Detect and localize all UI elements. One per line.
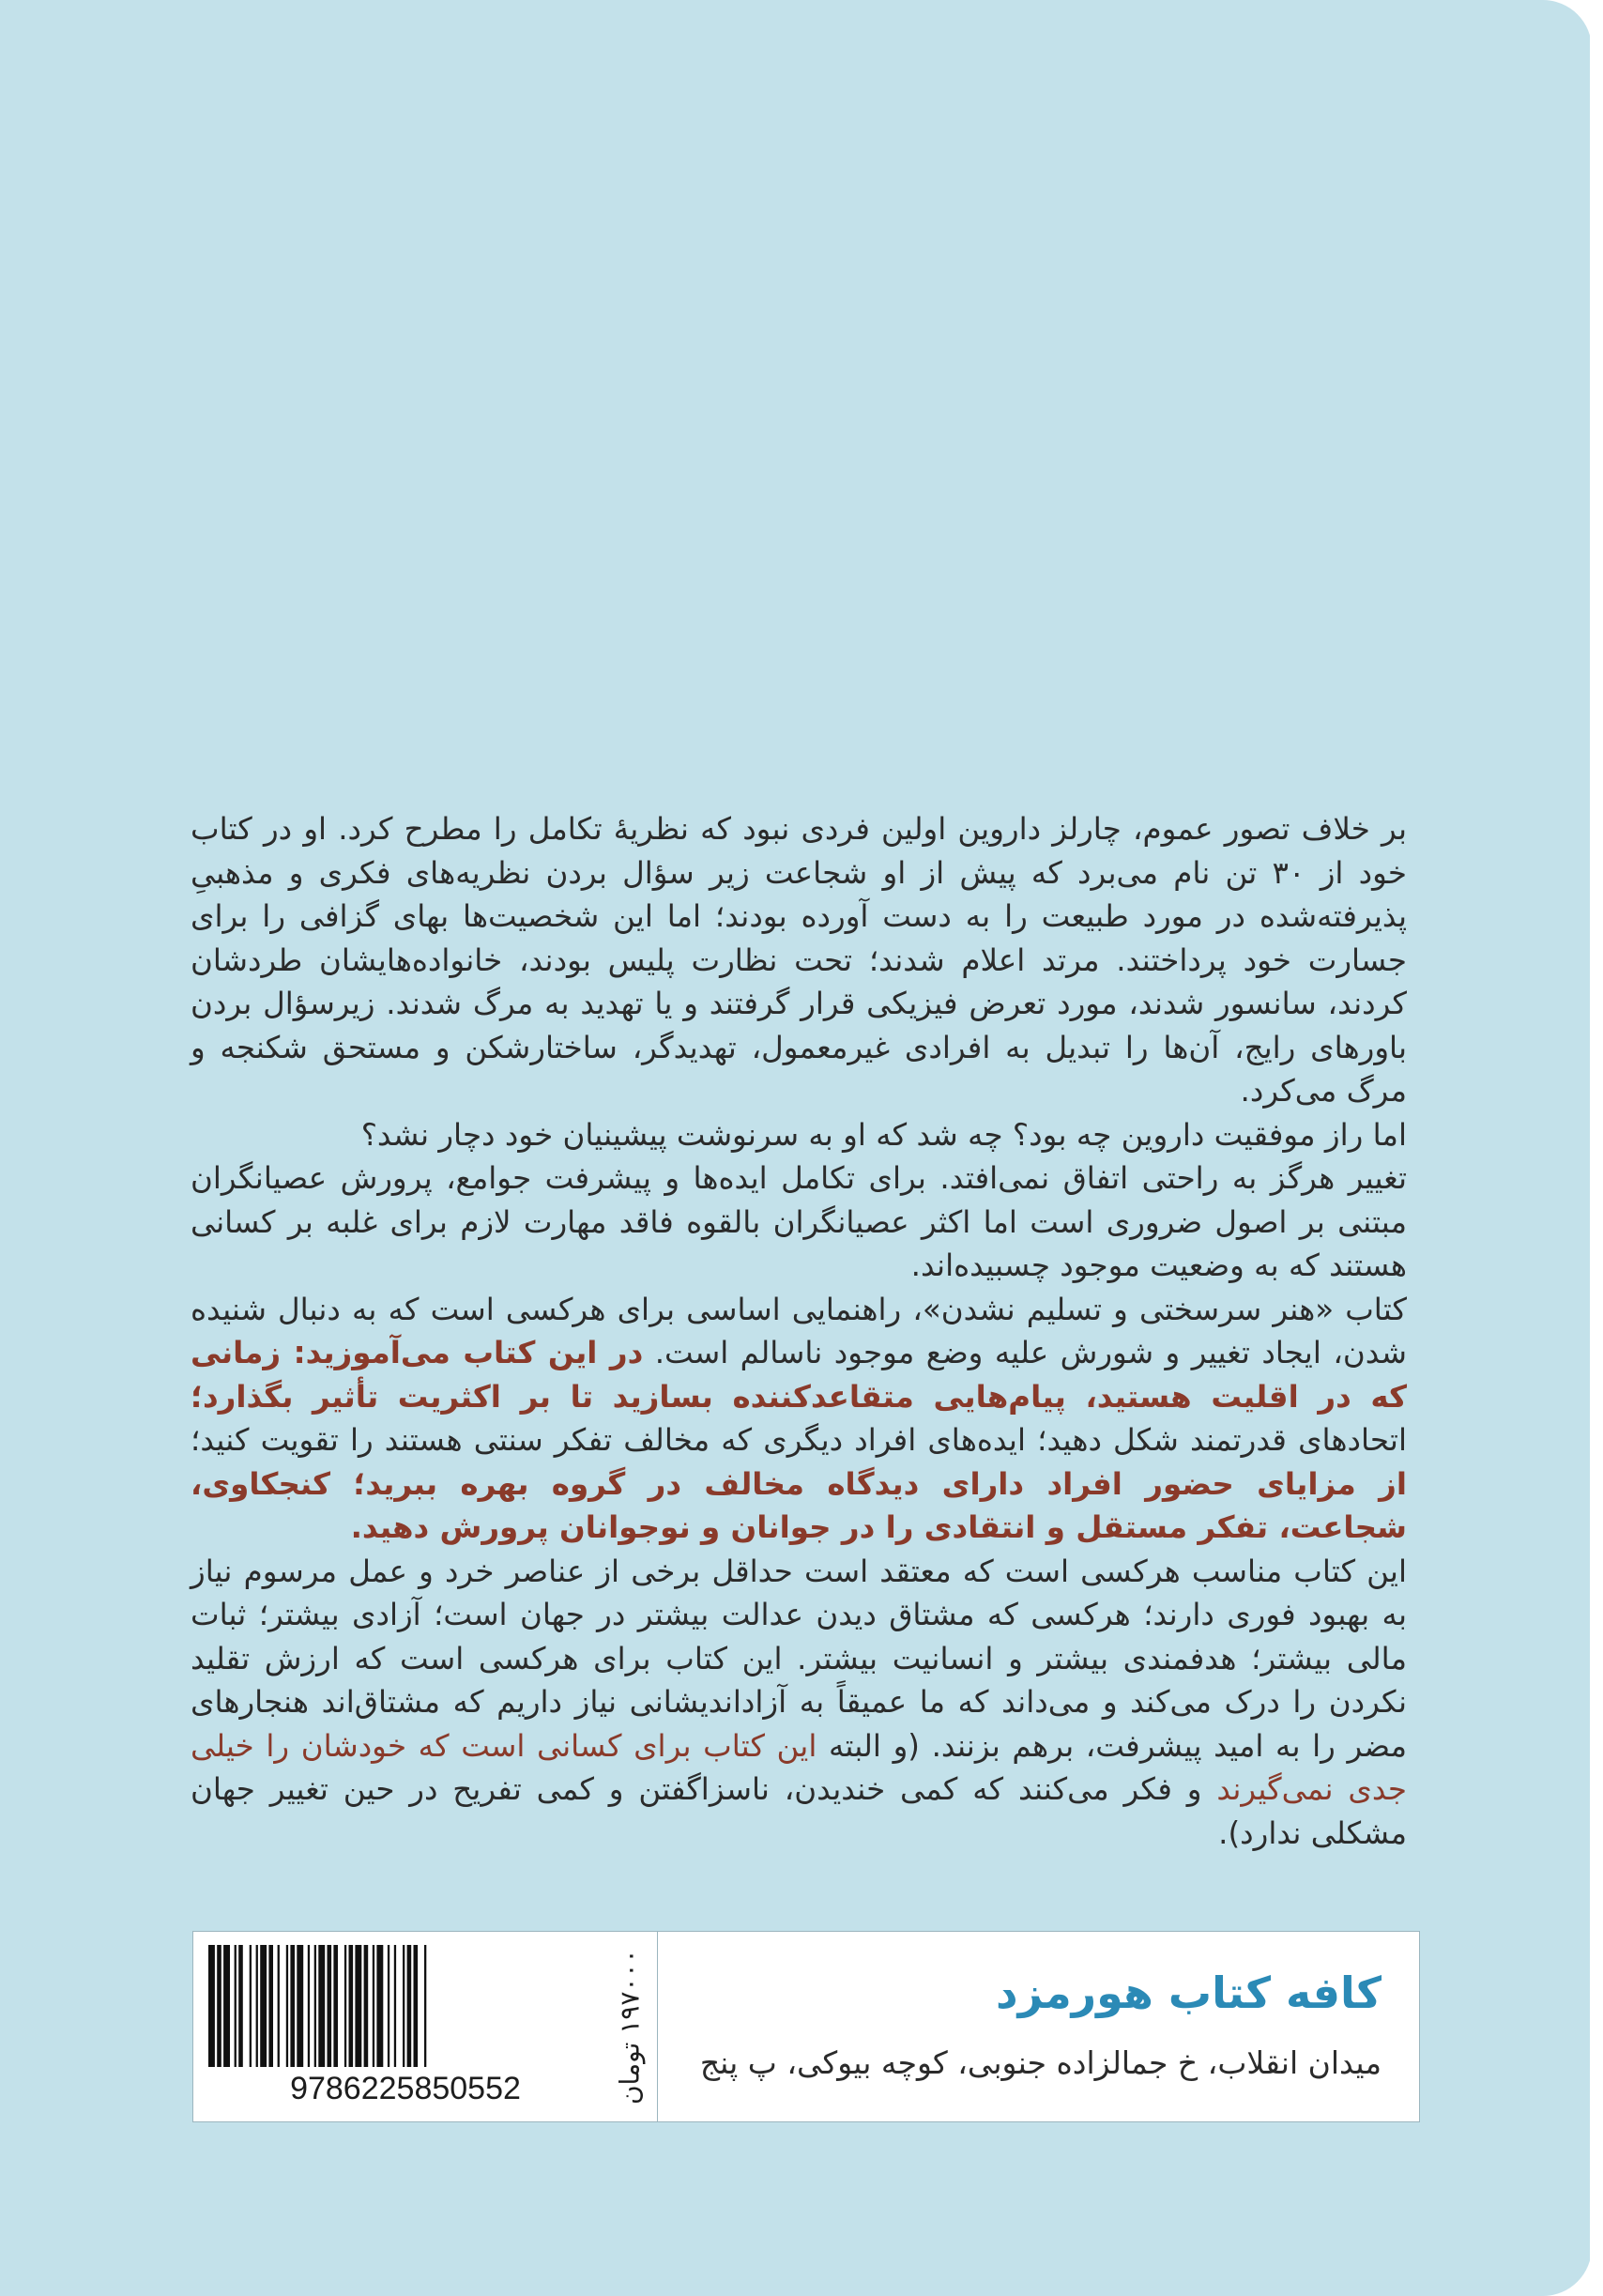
- store-label: [192, 1931, 1420, 2122]
- blurb-p4-highlight-2: از مزایای حضور افراد دارای دیدگاه مخالف در گروه بهره ببرید؛ کنجکاوی، شجاعت، تفکر مستقل و انتقادی را در جوانان و نوجوانان پرورش دهید.: [191, 1465, 1407, 1545]
- blurb-text: [191, 807, 1407, 1855]
- page-edge: [1590, 19, 1603, 2272]
- blurb-p5-end: و فکر می‌کنند که کمی خندیدن، ناسزاگفتن و کمی تفریح در حین تغییر جهان مشکلی ندارد).: [191, 1771, 1407, 1851]
- blurb-p4-intro: کتاب «هنر سرسختی و تسلیم نشدن»، راهنمایی اساسی برای هرکسی است که به دنبال شنیده شدن، ایجاد تغییر و شورش علیه وضع موجود ناسالم است.: [191, 1291, 1407, 1370]
- price-label: ۱۹۷۰۰۰ تومان: [614, 1949, 646, 2105]
- blurb-p5-intro: این کتاب مناسب هرکسی است که معتقد است حداقل برخی از عناصر خرد و عمل مرسوم نیاز به بهبود فوری دارند؛ هرکسی که مشتاق دیدن عدالت بیشتر در جهان است؛ آزادی بیشتر؛ ثبات مالی بیشتر؛ هدفمندی بیشتر و انسانیت بیشتر. این کتاب برای هرکسی است که ارزش تقلید نکردن را درک می‌کند و می‌داند که ما عمیقاً به آزاداندیشانی نیاز داریم که مشتاق‌اند هنجارهای مضر را به امید پیشرفت، برهم بزنند. (و البته: [191, 1553, 1407, 1764]
- blurb-paragraph-4: [191, 1288, 1407, 1550]
- store-address: میدان انقلاب، خ جمالزاده جنوبی، کوچه بیوکی، پ پنج: [699, 2044, 1382, 2081]
- blurb-paragraph-3: تغییر هرگز به راحتی اتفاق نمی‌افتد. برای تکامل ایده‌ها و پیشرفت جوامع، پرورش عصیانگران مبتنی بر اصول ضروری است اما اکثر عصیانگران بالقوه فاقد مهارت لازم برای غلبه بر کسانی هستند که به وضعیت موجود چسبیده‌اند.: [191, 1160, 1407, 1283]
- blurb-p5-highlight: این کتاب برای کسانی است که خودشان را خیلی جدی نمی‌گیرند: [191, 1727, 1407, 1807]
- blurb-paragraph-1: بر خلاف تصور عموم، چارلز داروین اولین فردی نبود که نظریهٔ تکامل را مطرح کرد. او در کتاب خود از ۳۰ تن نام می‌برد که پیش از او شجاعت زیر سؤال بردن نظریه‌های فکری و مذهبیِ پذیرفته‌شده در مورد طبیعت را به دست آورده بودند؛ اما این شخصیت‌ها بهای گزافی را برای جسارت خود پرداختند. مرتد اعلام شدند؛ تحت نظارت پلیس بودند، خانواده‌هایشان طردشان کردند، سانسور شدند، مورد تعرض فیزیکی قرار گرفتند و یا تهدید به مرگ شدند. زیرسؤال بردن باورهای رایج، آن‌ها را تبدیل به افرادی غیرمعمول، تهدیدگر، ساختارشکن و مستحق شکنجه و مرگ می‌کرد.: [191, 811, 1407, 1109]
- store-name: کافه کتاب هورمزد: [995, 1967, 1382, 2018]
- barcode-icon: [208, 1945, 603, 2067]
- blurb-paragraph-5: [191, 1550, 1407, 1856]
- barcode-area: [193, 1932, 658, 2121]
- blurb-p4-middle: اتحادهای قدرتمند شکل دهید؛ ایده‌های افراد دیگری که مخالف تفکر سنتی هستند را تقویت کنید؛: [191, 1422, 1407, 1458]
- blurb-paragraph-2: اما راز موفقیت داروین چه بود؟ چه شد که او به سرنوشت پیشینیان خود دچار نشد؟: [360, 1116, 1407, 1153]
- blurb-p4-highlight-1: در این کتاب می‌آموزید: زمانی که در اقلیت هستید، پیام‌هایی متقاعدکننده بسازید تا بر اکثریت تأثیر بگذارد؛: [191, 1335, 1407, 1415]
- isbn-number: 9786225850552: [290, 2071, 521, 2106]
